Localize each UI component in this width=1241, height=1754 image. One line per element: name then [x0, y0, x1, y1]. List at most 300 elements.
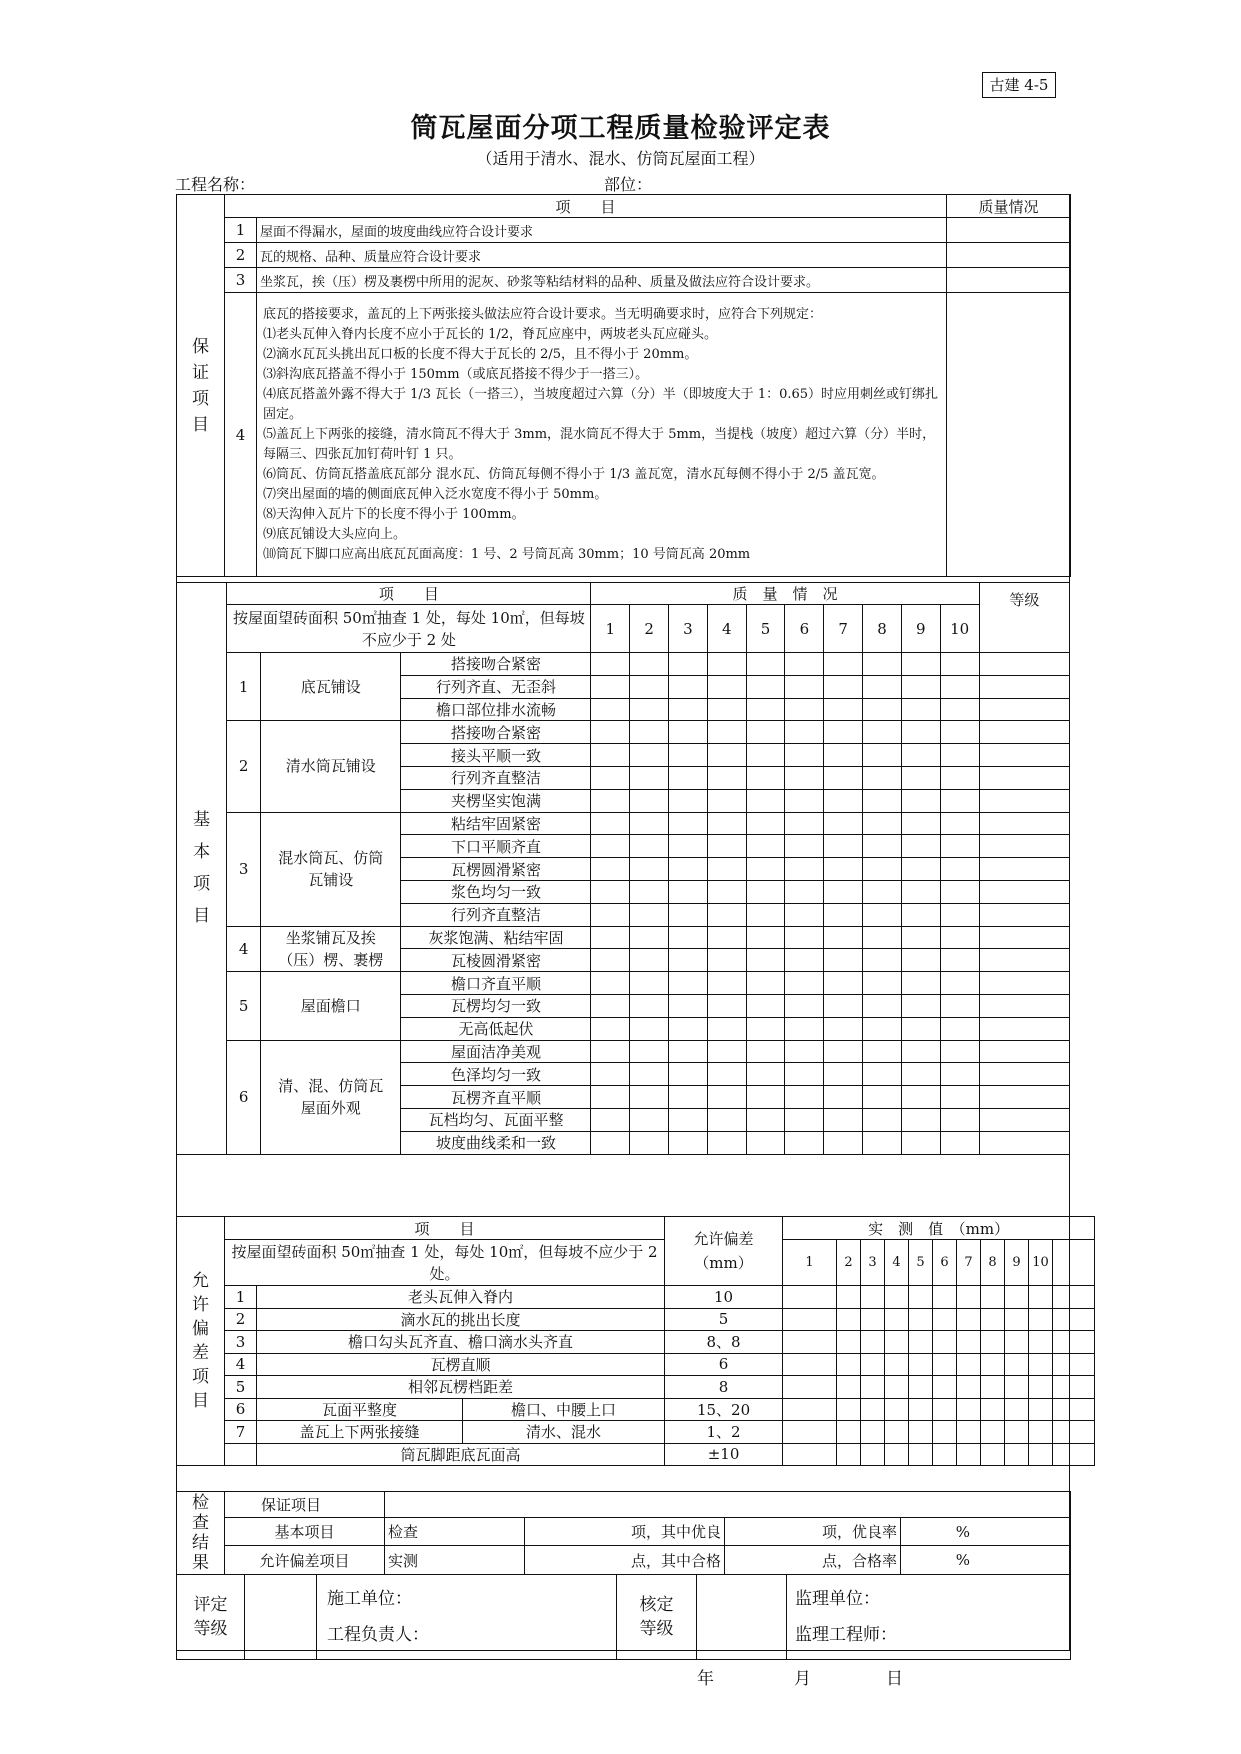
deviation-measure-cell[interactable] — [885, 1308, 909, 1331]
deviation-measure-cell[interactable] — [957, 1286, 981, 1309]
deviation-measure-cell[interactable] — [861, 1421, 885, 1444]
basic-check-cell[interactable] — [669, 994, 708, 1017]
basic-check-cell[interactable] — [746, 789, 785, 812]
basic-check-cell[interactable] — [901, 1086, 940, 1109]
basic-check-cell[interactable] — [863, 698, 902, 721]
basic-check-cell[interactable] — [863, 1131, 902, 1154]
deviation-measure-cell[interactable] — [933, 1331, 957, 1354]
result-guarantee-value[interactable] — [385, 1492, 1071, 1518]
deviation-measure-cell[interactable] — [837, 1376, 861, 1399]
basic-check-cell[interactable] — [824, 949, 863, 972]
deviation-measure-cell[interactable] — [885, 1331, 909, 1354]
basic-check-cell[interactable] — [901, 766, 940, 789]
basic-check-cell[interactable] — [746, 1108, 785, 1131]
basic-check-cell[interactable] — [940, 1108, 979, 1131]
basic-check-cell[interactable] — [863, 1040, 902, 1063]
basic-check-cell[interactable] — [591, 994, 630, 1017]
basic-check-cell[interactable] — [707, 835, 746, 858]
basic-check-cell[interactable] — [940, 972, 979, 995]
verify-grade-value[interactable] — [697, 1575, 787, 1660]
deviation-measure-cell[interactable] — [909, 1286, 933, 1309]
basic-check-cell[interactable] — [591, 858, 630, 881]
basic-check-cell[interactable] — [669, 903, 708, 926]
basic-check-cell[interactable] — [630, 812, 669, 835]
basic-check-cell[interactable] — [669, 721, 708, 744]
basic-check-cell[interactable] — [901, 744, 940, 767]
basic-check-cell[interactable] — [591, 903, 630, 926]
basic-check-cell[interactable] — [591, 789, 630, 812]
basic-check-cell[interactable] — [824, 675, 863, 698]
basic-check-cell[interactable] — [901, 1131, 940, 1154]
deviation-measure-cell[interactable] — [783, 1421, 837, 1444]
basic-check-cell[interactable] — [630, 1108, 669, 1131]
basic-check-cell[interactable] — [940, 903, 979, 926]
basic-check-cell[interactable] — [746, 880, 785, 903]
basic-check-cell[interactable] — [669, 972, 708, 995]
basic-check-cell[interactable] — [746, 744, 785, 767]
basic-check-cell[interactable] — [591, 653, 630, 676]
basic-check-cell[interactable] — [824, 653, 863, 676]
basic-check-cell[interactable] — [746, 972, 785, 995]
basic-check-cell[interactable] — [940, 789, 979, 812]
basic-check-cell[interactable] — [940, 744, 979, 767]
basic-check-cell[interactable] — [707, 789, 746, 812]
basic-check-cell[interactable] — [746, 766, 785, 789]
basic-check-cell[interactable] — [901, 675, 940, 698]
basic-check-cell[interactable] — [863, 789, 902, 812]
deviation-measure-cell[interactable] — [957, 1443, 981, 1466]
basic-check-cell[interactable] — [901, 926, 940, 949]
construct-unit-cell[interactable] — [317, 1575, 617, 1660]
supervise-unit-cell[interactable] — [787, 1575, 1071, 1660]
basic-check-cell[interactable] — [669, 698, 708, 721]
basic-grade-cell[interactable] — [979, 926, 1069, 949]
basic-check-cell[interactable] — [863, 880, 902, 903]
basic-check-cell[interactable] — [940, 721, 979, 744]
basic-check-cell[interactable] — [630, 1131, 669, 1154]
basic-check-cell[interactable] — [901, 721, 940, 744]
basic-check-cell[interactable] — [824, 721, 863, 744]
basic-check-cell[interactable] — [824, 835, 863, 858]
basic-check-cell[interactable] — [669, 1017, 708, 1040]
basic-check-cell[interactable] — [901, 1063, 940, 1086]
deviation-measure-cell[interactable] — [981, 1376, 1005, 1399]
basic-check-cell[interactable] — [630, 721, 669, 744]
deviation-measure-cell[interactable] — [885, 1376, 909, 1399]
basic-check-cell[interactable] — [630, 858, 669, 881]
deviation-measure-cell[interactable] — [783, 1286, 837, 1309]
basic-check-cell[interactable] — [591, 1063, 630, 1086]
deviation-measure-cell[interactable] — [933, 1308, 957, 1331]
basic-check-cell[interactable] — [863, 721, 902, 744]
basic-check-cell[interactable] — [940, 1040, 979, 1063]
basic-check-cell[interactable] — [669, 1063, 708, 1086]
basic-check-cell[interactable] — [669, 744, 708, 767]
basic-grade-cell[interactable] — [979, 653, 1069, 676]
basic-check-cell[interactable] — [785, 835, 824, 858]
basic-check-cell[interactable] — [824, 1040, 863, 1063]
basic-grade-cell[interactable] — [979, 789, 1069, 812]
basic-check-cell[interactable] — [630, 949, 669, 972]
basic-check-cell[interactable] — [901, 812, 940, 835]
basic-check-cell[interactable] — [669, 835, 708, 858]
basic-check-cell[interactable] — [901, 1108, 940, 1131]
basic-check-cell[interactable] — [707, 949, 746, 972]
deviation-measure-cell[interactable] — [837, 1398, 861, 1421]
basic-check-cell[interactable] — [785, 1131, 824, 1154]
basic-check-cell[interactable] — [940, 675, 979, 698]
basic-grade-cell[interactable] — [979, 903, 1069, 926]
deviation-measure-cell[interactable] — [783, 1353, 837, 1376]
basic-check-cell[interactable] — [669, 653, 708, 676]
basic-check-cell[interactable] — [669, 766, 708, 789]
deviation-measure-cell[interactable] — [981, 1421, 1005, 1444]
basic-check-cell[interactable] — [824, 766, 863, 789]
guarantee-quality-cell[interactable] — [947, 218, 1071, 243]
basic-check-cell[interactable] — [707, 926, 746, 949]
deviation-measure-cell[interactable] — [909, 1421, 933, 1444]
basic-grade-cell[interactable] — [979, 835, 1069, 858]
basic-check-cell[interactable] — [940, 1131, 979, 1154]
basic-check-cell[interactable] — [669, 1086, 708, 1109]
basic-check-cell[interactable] — [591, 1040, 630, 1063]
deviation-measure-cell[interactable] — [1053, 1376, 1095, 1399]
basic-check-cell[interactable] — [824, 858, 863, 881]
deviation-measure-cell[interactable] — [861, 1286, 885, 1309]
basic-check-cell[interactable] — [746, 653, 785, 676]
basic-check-cell[interactable] — [785, 1108, 824, 1131]
basic-check-cell[interactable] — [669, 949, 708, 972]
basic-check-cell[interactable] — [863, 1063, 902, 1086]
basic-check-cell[interactable] — [785, 698, 824, 721]
basic-check-cell[interactable] — [707, 812, 746, 835]
basic-check-cell[interactable] — [940, 653, 979, 676]
deviation-measure-cell[interactable] — [837, 1286, 861, 1309]
deviation-measure-cell[interactable] — [861, 1331, 885, 1354]
deviation-measure-cell[interactable] — [981, 1398, 1005, 1421]
deviation-measure-cell[interactable] — [837, 1331, 861, 1354]
basic-check-cell[interactable] — [707, 1108, 746, 1131]
basic-check-cell[interactable] — [707, 994, 746, 1017]
guarantee-quality-cell[interactable] — [947, 243, 1071, 268]
deviation-measure-cell[interactable] — [885, 1353, 909, 1376]
basic-check-cell[interactable] — [630, 1040, 669, 1063]
deviation-measure-cell[interactable] — [1005, 1443, 1029, 1466]
basic-check-cell[interactable] — [746, 1063, 785, 1086]
basic-check-cell[interactable] — [669, 789, 708, 812]
basic-check-cell[interactable] — [863, 766, 902, 789]
basic-check-cell[interactable] — [940, 1086, 979, 1109]
basic-check-cell[interactable] — [707, 675, 746, 698]
basic-check-cell[interactable] — [940, 835, 979, 858]
basic-check-cell[interactable] — [863, 903, 902, 926]
basic-check-cell[interactable] — [746, 675, 785, 698]
basic-check-cell[interactable] — [707, 1017, 746, 1040]
basic-check-cell[interactable] — [591, 835, 630, 858]
deviation-measure-cell[interactable] — [1029, 1286, 1053, 1309]
deviation-measure-cell[interactable] — [909, 1308, 933, 1331]
basic-check-cell[interactable] — [630, 675, 669, 698]
deviation-measure-cell[interactable] — [909, 1398, 933, 1421]
basic-check-cell[interactable] — [901, 994, 940, 1017]
basic-check-cell[interactable] — [863, 926, 902, 949]
guarantee-quality-cell[interactable] — [947, 293, 1071, 577]
deviation-measure-cell[interactable] — [933, 1443, 957, 1466]
basic-grade-cell[interactable] — [979, 880, 1069, 903]
deviation-measure-cell[interactable] — [783, 1331, 837, 1354]
deviation-measure-cell[interactable] — [1005, 1421, 1029, 1444]
deviation-measure-cell[interactable] — [783, 1376, 837, 1399]
deviation-measure-cell[interactable] — [1005, 1286, 1029, 1309]
basic-grade-cell[interactable] — [979, 675, 1069, 698]
guarantee-quality-cell[interactable] — [947, 268, 1071, 293]
basic-grade-cell[interactable] — [979, 766, 1069, 789]
basic-check-cell[interactable] — [824, 1017, 863, 1040]
deviation-measure-cell[interactable] — [1053, 1443, 1095, 1466]
deviation-measure-cell[interactable] — [981, 1286, 1005, 1309]
basic-check-cell[interactable] — [824, 1063, 863, 1086]
basic-grade-cell[interactable] — [979, 949, 1069, 972]
basic-check-cell[interactable] — [669, 812, 708, 835]
deviation-measure-cell[interactable] — [1029, 1331, 1053, 1354]
basic-check-cell[interactable] — [707, 744, 746, 767]
deviation-measure-cell[interactable] — [1029, 1398, 1053, 1421]
basic-check-cell[interactable] — [863, 653, 902, 676]
deviation-measure-cell[interactable] — [981, 1443, 1005, 1466]
deviation-measure-cell[interactable] — [909, 1443, 933, 1466]
basic-check-cell[interactable] — [591, 926, 630, 949]
basic-check-cell[interactable] — [591, 766, 630, 789]
basic-check-cell[interactable] — [707, 721, 746, 744]
basic-check-cell[interactable] — [785, 972, 824, 995]
basic-check-cell[interactable] — [785, 1040, 824, 1063]
basic-check-cell[interactable] — [901, 789, 940, 812]
basic-check-cell[interactable] — [707, 880, 746, 903]
basic-check-cell[interactable] — [630, 994, 669, 1017]
deviation-measure-cell[interactable] — [783, 1443, 837, 1466]
basic-check-cell[interactable] — [940, 812, 979, 835]
basic-check-cell[interactable] — [901, 1017, 940, 1040]
deviation-measure-cell[interactable] — [1029, 1376, 1053, 1399]
basic-grade-cell[interactable] — [979, 972, 1069, 995]
basic-check-cell[interactable] — [746, 1017, 785, 1040]
basic-check-cell[interactable] — [746, 698, 785, 721]
basic-check-cell[interactable] — [824, 1131, 863, 1154]
eval-grade-value[interactable] — [245, 1575, 317, 1660]
basic-check-cell[interactable] — [863, 744, 902, 767]
deviation-measure-cell[interactable] — [1005, 1331, 1029, 1354]
basic-check-cell[interactable] — [863, 835, 902, 858]
basic-check-cell[interactable] — [746, 858, 785, 881]
basic-check-cell[interactable] — [669, 675, 708, 698]
basic-check-cell[interactable] — [785, 744, 824, 767]
deviation-measure-cell[interactable] — [837, 1308, 861, 1331]
basic-check-cell[interactable] — [901, 653, 940, 676]
basic-grade-cell[interactable] — [979, 812, 1069, 835]
deviation-measure-cell[interactable] — [909, 1331, 933, 1354]
basic-check-cell[interactable] — [785, 1063, 824, 1086]
basic-check-cell[interactable] — [901, 949, 940, 972]
basic-check-cell[interactable] — [863, 949, 902, 972]
deviation-measure-cell[interactable] — [861, 1308, 885, 1331]
basic-check-cell[interactable] — [901, 1040, 940, 1063]
basic-grade-cell[interactable] — [979, 1108, 1069, 1131]
basic-check-cell[interactable] — [746, 812, 785, 835]
basic-check-cell[interactable] — [746, 949, 785, 972]
basic-check-cell[interactable] — [669, 1108, 708, 1131]
basic-check-cell[interactable] — [824, 903, 863, 926]
basic-check-cell[interactable] — [630, 789, 669, 812]
deviation-measure-cell[interactable] — [861, 1398, 885, 1421]
basic-grade-cell[interactable] — [979, 1131, 1069, 1154]
basic-check-cell[interactable] — [746, 1040, 785, 1063]
deviation-measure-cell[interactable] — [837, 1421, 861, 1444]
deviation-measure-cell[interactable] — [957, 1308, 981, 1331]
deviation-measure-cell[interactable] — [933, 1398, 957, 1421]
basic-check-cell[interactable] — [824, 1086, 863, 1109]
deviation-measure-cell[interactable] — [1005, 1308, 1029, 1331]
basic-grade-cell[interactable] — [979, 698, 1069, 721]
basic-check-cell[interactable] — [901, 698, 940, 721]
basic-check-cell[interactable] — [863, 858, 902, 881]
deviation-measure-cell[interactable] — [1005, 1398, 1029, 1421]
basic-check-cell[interactable] — [785, 949, 824, 972]
basic-check-cell[interactable] — [901, 972, 940, 995]
basic-check-cell[interactable] — [940, 880, 979, 903]
deviation-measure-cell[interactable] — [861, 1376, 885, 1399]
basic-check-cell[interactable] — [863, 1108, 902, 1131]
deviation-measure-cell[interactable] — [783, 1398, 837, 1421]
basic-check-cell[interactable] — [707, 766, 746, 789]
basic-check-cell[interactable] — [940, 698, 979, 721]
basic-check-cell[interactable] — [901, 880, 940, 903]
basic-check-cell[interactable] — [591, 721, 630, 744]
basic-check-cell[interactable] — [630, 1086, 669, 1109]
basic-check-cell[interactable] — [591, 1131, 630, 1154]
basic-check-cell[interactable] — [785, 1017, 824, 1040]
deviation-measure-cell[interactable] — [981, 1353, 1005, 1376]
basic-check-cell[interactable] — [824, 789, 863, 812]
deviation-measure-cell[interactable] — [909, 1376, 933, 1399]
basic-check-cell[interactable] — [591, 880, 630, 903]
basic-check-cell[interactable] — [630, 972, 669, 995]
basic-check-cell[interactable] — [591, 1017, 630, 1040]
basic-check-cell[interactable] — [824, 880, 863, 903]
deviation-measure-cell[interactable] — [1053, 1398, 1095, 1421]
basic-check-cell[interactable] — [940, 766, 979, 789]
deviation-measure-cell[interactable] — [957, 1331, 981, 1354]
basic-check-cell[interactable] — [630, 653, 669, 676]
basic-grade-cell[interactable] — [979, 994, 1069, 1017]
basic-check-cell[interactable] — [746, 1086, 785, 1109]
basic-grade-cell[interactable] — [979, 1086, 1069, 1109]
basic-check-cell[interactable] — [591, 1108, 630, 1131]
basic-check-cell[interactable] — [785, 721, 824, 744]
basic-check-cell[interactable] — [707, 653, 746, 676]
basic-check-cell[interactable] — [785, 880, 824, 903]
deviation-blank-cell[interactable] — [1053, 1240, 1095, 1286]
basic-check-cell[interactable] — [591, 675, 630, 698]
basic-check-cell[interactable] — [630, 1063, 669, 1086]
basic-check-cell[interactable] — [746, 903, 785, 926]
deviation-measure-cell[interactable] — [1029, 1443, 1053, 1466]
deviation-measure-cell[interactable] — [1053, 1308, 1095, 1331]
deviation-measure-cell[interactable] — [1029, 1421, 1053, 1444]
basic-check-cell[interactable] — [785, 675, 824, 698]
basic-check-cell[interactable] — [630, 698, 669, 721]
basic-check-cell[interactable] — [785, 994, 824, 1017]
basic-check-cell[interactable] — [591, 1086, 630, 1109]
deviation-measure-cell[interactable] — [1053, 1421, 1095, 1444]
basic-grade-cell[interactable] — [979, 858, 1069, 881]
basic-check-cell[interactable] — [785, 903, 824, 926]
basic-check-cell[interactable] — [901, 835, 940, 858]
deviation-measure-cell[interactable] — [1005, 1376, 1029, 1399]
basic-check-cell[interactable] — [863, 1017, 902, 1040]
basic-check-cell[interactable] — [746, 926, 785, 949]
basic-check-cell[interactable] — [901, 903, 940, 926]
basic-check-cell[interactable] — [824, 698, 863, 721]
basic-check-cell[interactable] — [940, 994, 979, 1017]
deviation-measure-cell[interactable] — [909, 1353, 933, 1376]
basic-check-cell[interactable] — [785, 766, 824, 789]
basic-check-cell[interactable] — [707, 1063, 746, 1086]
basic-check-cell[interactable] — [707, 1131, 746, 1154]
deviation-measure-cell[interactable] — [957, 1376, 981, 1399]
basic-check-cell[interactable] — [824, 1108, 863, 1131]
deviation-measure-cell[interactable] — [933, 1421, 957, 1444]
basic-check-cell[interactable] — [630, 903, 669, 926]
deviation-measure-cell[interactable] — [1053, 1353, 1095, 1376]
basic-grade-cell[interactable] — [979, 744, 1069, 767]
basic-check-cell[interactable] — [940, 1063, 979, 1086]
basic-check-cell[interactable] — [785, 1086, 824, 1109]
basic-check-cell[interactable] — [707, 1086, 746, 1109]
deviation-measure-cell[interactable] — [837, 1443, 861, 1466]
basic-check-cell[interactable] — [591, 812, 630, 835]
basic-check-cell[interactable] — [707, 858, 746, 881]
basic-check-cell[interactable] — [785, 926, 824, 949]
basic-check-cell[interactable] — [746, 994, 785, 1017]
basic-check-cell[interactable] — [707, 903, 746, 926]
basic-check-cell[interactable] — [630, 766, 669, 789]
deviation-measure-cell[interactable] — [885, 1443, 909, 1466]
basic-check-cell[interactable] — [746, 721, 785, 744]
basic-grade-cell[interactable] — [979, 1063, 1069, 1086]
basic-check-cell[interactable] — [785, 653, 824, 676]
deviation-measure-cell[interactable] — [837, 1353, 861, 1376]
deviation-measure-cell[interactable] — [885, 1398, 909, 1421]
basic-check-cell[interactable] — [669, 880, 708, 903]
basic-check-cell[interactable] — [669, 1131, 708, 1154]
deviation-measure-cell[interactable] — [957, 1398, 981, 1421]
deviation-measure-cell[interactable] — [981, 1308, 1005, 1331]
basic-check-cell[interactable] — [630, 835, 669, 858]
basic-check-cell[interactable] — [669, 926, 708, 949]
basic-check-cell[interactable] — [824, 972, 863, 995]
deviation-measure-cell[interactable] — [933, 1286, 957, 1309]
basic-check-cell[interactable] — [863, 675, 902, 698]
basic-check-cell[interactable] — [785, 789, 824, 812]
basic-check-cell[interactable] — [630, 1017, 669, 1040]
basic-check-cell[interactable] — [630, 744, 669, 767]
deviation-measure-cell[interactable] — [933, 1376, 957, 1399]
deviation-measure-cell[interactable] — [981, 1331, 1005, 1354]
basic-grade-cell[interactable] — [979, 1040, 1069, 1063]
basic-check-cell[interactable] — [940, 949, 979, 972]
basic-check-cell[interactable] — [591, 744, 630, 767]
deviation-measure-cell[interactable] — [1053, 1286, 1095, 1309]
